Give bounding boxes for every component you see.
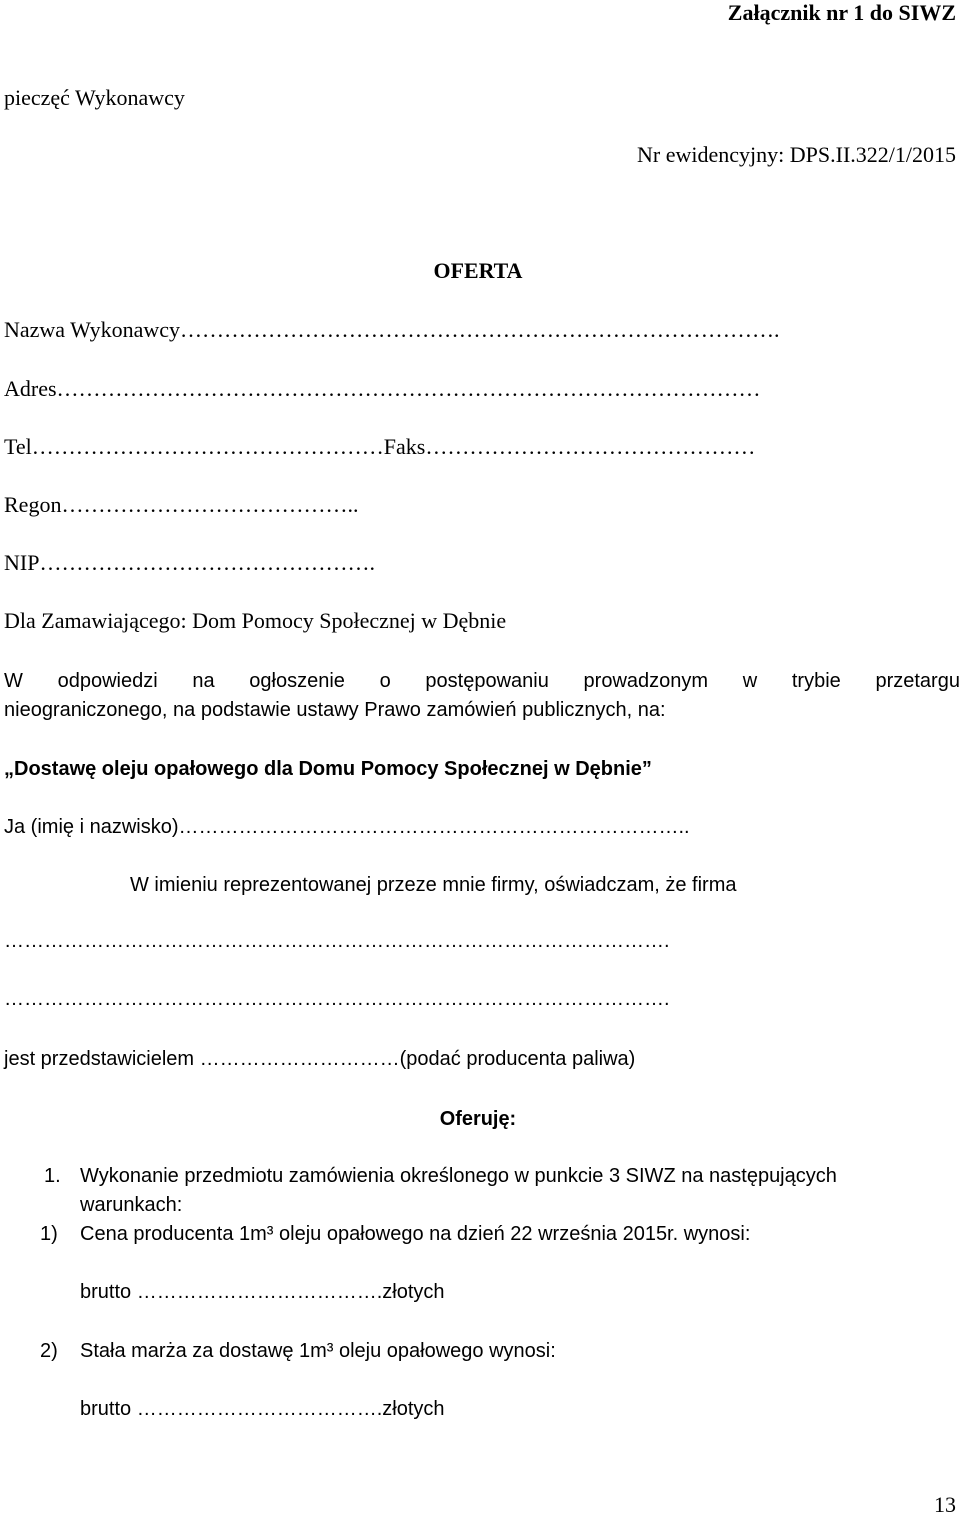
intro-word: przetargu: [875, 670, 960, 692]
intro-word: w: [742, 670, 758, 692]
intro-word: postępowaniu: [425, 670, 549, 692]
subitem-1-gross: brutto ……………………………….złotych: [80, 1281, 445, 1303]
subitem-2-text: Stała marża za dostawę 1m³ oleju opałowego wynosi:: [80, 1340, 556, 1362]
dotted-line-2: ……………………………………………………………………………………….: [4, 988, 670, 1010]
subitem-1-text: Cena producenta 1m³ oleju opałowego na dzień 22 września 2015r. wynosi:: [80, 1223, 751, 1245]
attachment-label: Załącznik nr 1 do SIWZ: [727, 0, 956, 25]
document-title: OFERTA: [433, 258, 523, 283]
intro-word: ogłoszenie: [249, 670, 345, 692]
contractor-stamp-label: pieczęć Wykonawcy: [4, 85, 185, 110]
page-number: 13: [934, 1492, 956, 1517]
intro-word: odpowiedzi: [57, 670, 158, 692]
intro-word: na: [192, 670, 215, 692]
declaration-line: W imieniu reprezentowanej przeze mnie firmy, oświadczam, że firma: [130, 874, 737, 896]
regon-field: Regon…………………………………..: [4, 492, 359, 517]
client-line: Dla Zamawiającego: Dom Pomocy Społecznej w Dębnie: [4, 608, 507, 633]
item-1-text-line-2: warunkach:: [80, 1194, 183, 1216]
subitem-2-number: 2): [40, 1340, 58, 1362]
dotted-line-1: ……………………………………………………………………………………….: [4, 930, 670, 952]
intro-word: trybie: [791, 670, 841, 692]
name-line: Ja (imię i nazwisko)…………………………………………………………………..: [4, 816, 690, 838]
intro-line-2: nieograniczonego, na podstawie ustawy Prawo zamówień publicznych, na:: [4, 699, 666, 721]
intro-word: prowadzonym: [583, 670, 709, 692]
representative-line: jest przedstawicielem …………………………(podać producenta paliwa): [4, 1048, 636, 1070]
tel-fax-field: Tel…………………………………………Faks………………………………………: [4, 434, 756, 459]
contractor-name-field: Nazwa Wykonawcy……………………………………………………………………….: [4, 317, 780, 342]
item-1-text-line-1: Wykonanie przedmiotu zamówienia określonego w punkcie 3 SIWZ na następujących: [80, 1165, 837, 1187]
procurement-subject: „Dostawę oleju opałowego dla Domu Pomocy Społecznej w Dębnie”: [4, 758, 652, 780]
subitem-2-gross: brutto ……………………………….złotych: [80, 1398, 445, 1420]
intro-line-1: [4, 668, 960, 694]
nip-field: NIP……………………………………….: [4, 550, 375, 575]
registration-number: Nr ewidencyjny: DPS.II.322/1/2015: [637, 142, 956, 167]
offer-heading: Oferuję:: [439, 1108, 517, 1130]
subitem-1-number: 1): [40, 1223, 58, 1245]
intro-word: W: [4, 670, 23, 692]
address-field: Adres……………………………………………………………………………………: [4, 376, 761, 401]
intro-word: o: [379, 670, 391, 692]
item-1-number: 1.: [44, 1165, 61, 1187]
